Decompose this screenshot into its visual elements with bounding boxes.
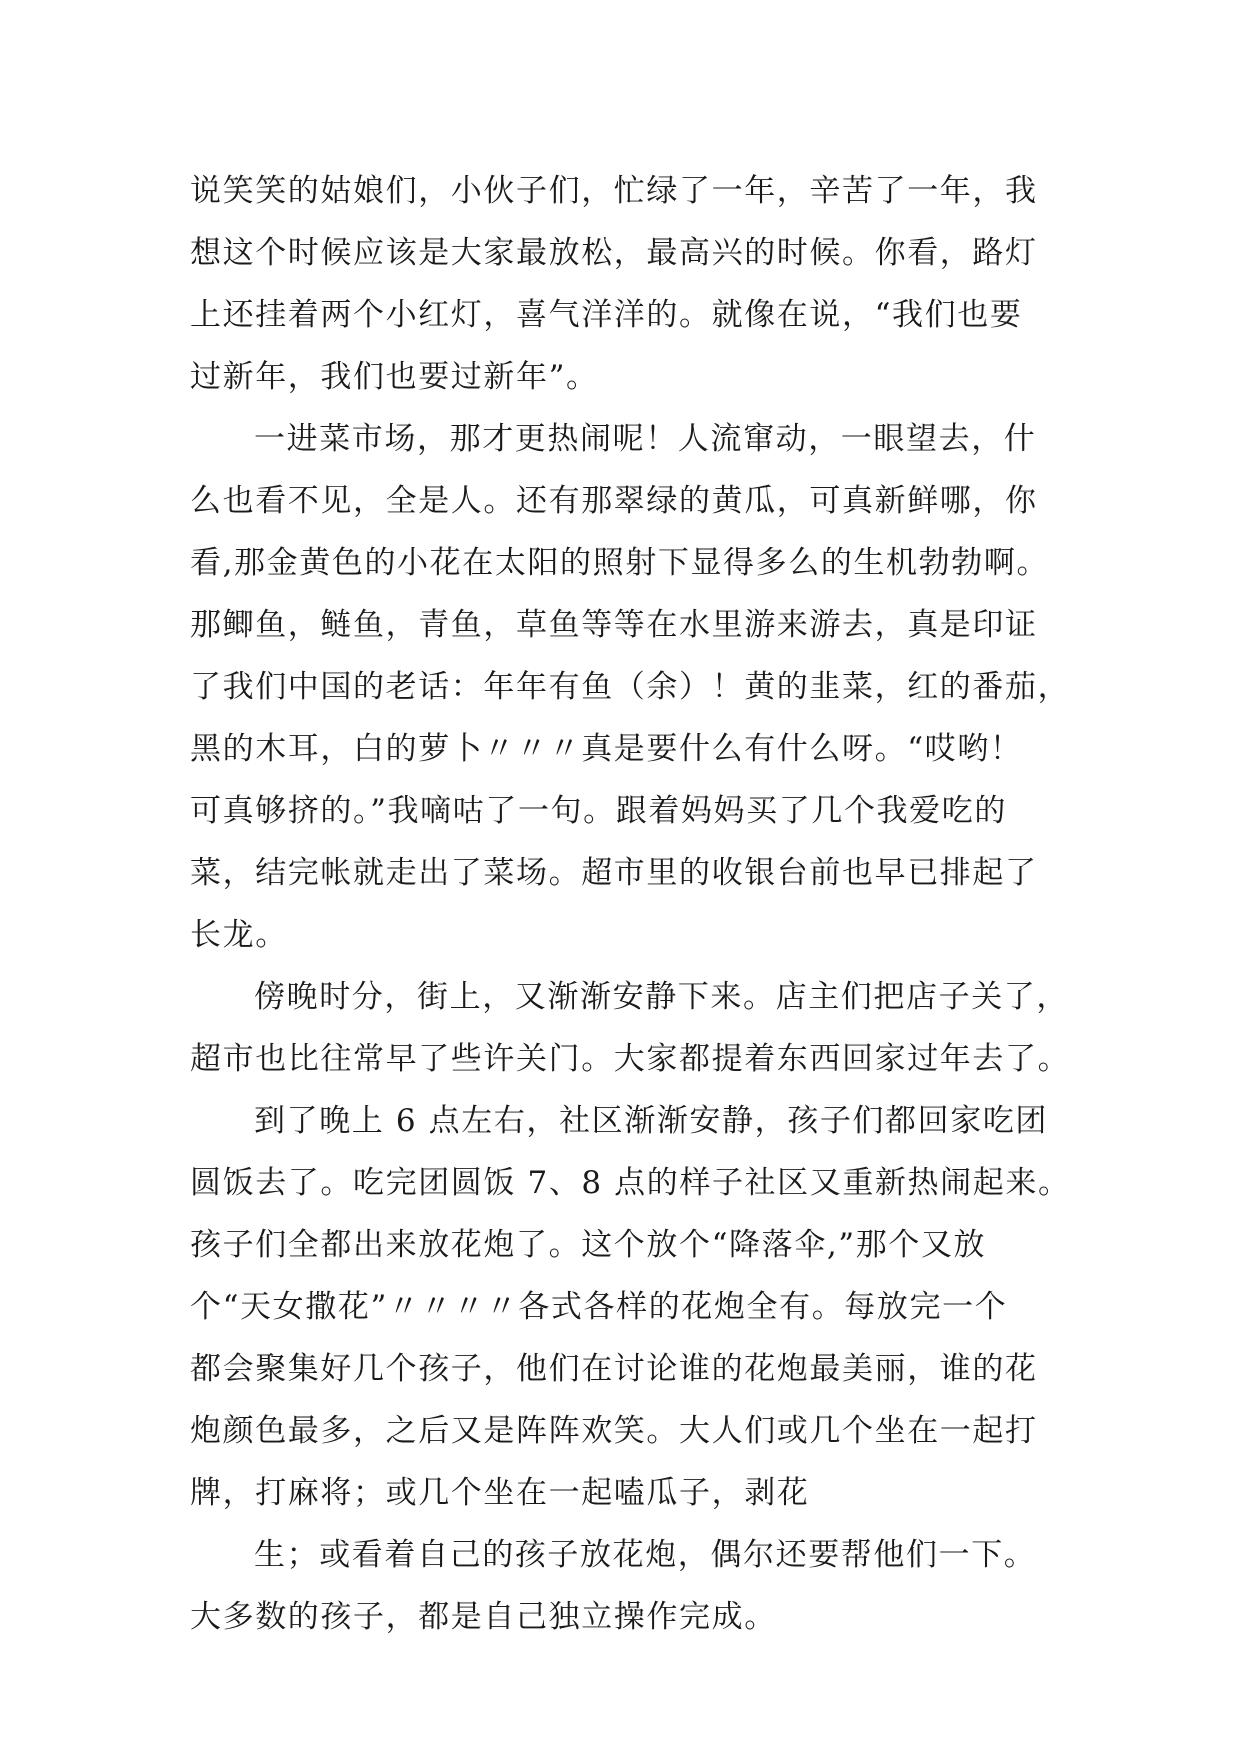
text-line: 了我们中国的老话：年年有鱼（余）！黄的韭菜，红的番茄， bbox=[190, 669, 1071, 705]
body-text bbox=[190, 160, 1071, 1648]
text-line: 黑的木耳，白的萝卜〃〃〃真是要什么有什么呀。“哎哟！ bbox=[190, 731, 1023, 767]
text-line: 傍晚时分，街上，又渐渐安静下来。店主们把店子关了， bbox=[254, 979, 1069, 1015]
text-line: 圆饭去了。吃完团圆饭 7、8 点的样子社区又重新热闹起来。 bbox=[190, 1165, 1071, 1201]
text-line: 长龙。 bbox=[190, 917, 288, 953]
text-line: 过新年，我们也要过新年”。 bbox=[190, 359, 599, 395]
text-line: 到了晚上 6 点左右，社区渐渐安静，孩子们都回家吃团 bbox=[254, 1103, 1049, 1139]
text-line: 想这个时候应该是大家最放松，最高兴的时候。你看，路灯 bbox=[190, 235, 1038, 271]
text-line: 个“天女撒花”〃〃〃〃各式各样的花炮全有。每放完一个 bbox=[190, 1289, 1008, 1325]
text-line: 菜，结完帐就走出了菜场。超市里的收银台前也早已排起了 bbox=[190, 855, 1038, 891]
text-line: 上还挂着两个小红灯，喜气洋洋的。就像在说，“我们也要 bbox=[190, 297, 1023, 333]
text-line: 说笑笑的姑娘们，小伙子们，忙绿了一年，辛苦了一年，我 bbox=[190, 173, 1038, 209]
text-line: 么也看不见，全是人。还有那翠绿的黄瓜，可真新鲜哪，你 bbox=[190, 483, 1038, 519]
text-line: 大多数的孩子，都是自己独立操作完成。 bbox=[190, 1599, 777, 1635]
text-line: 超市也比往常早了些许关门。大家都提着东西回家过年去了。 bbox=[190, 1041, 1071, 1077]
text-line: 牌，打麻将；或几个坐在一起嗑瓜子，剥花 bbox=[190, 1475, 810, 1511]
text-line: 炮颜色最多，之后又是阵阵欢笑。大人们或几个坐在一起打 bbox=[190, 1413, 1038, 1449]
text-line: 那鲫鱼，鲢鱼，青鱼，草鱼等等在水里游来游去，真是印证 bbox=[190, 607, 1038, 643]
text-line: 都会聚集好几个孩子，他们在讨论谁的花炮最美丽，谁的花 bbox=[190, 1351, 1038, 1387]
text-line: 可真够挤的。”我嘀咕了一句。跟着妈妈买了几个我爱吃的 bbox=[190, 793, 1007, 829]
text-line: 孩子们全都出来放花炮了。这个放个“降落伞,”那个又放 bbox=[190, 1227, 987, 1263]
text-line: 生；或看着自己的孩子放花炮，偶尔还要帮他们一下。 bbox=[254, 1537, 1037, 1573]
text-line: 一进菜市场，那才更热闹呢！人流窜动，一眼望去，什 bbox=[254, 421, 1037, 457]
text-line: 看,那金黄色的小花在太阳的照射下显得多么的生机勃勃啊。 bbox=[190, 545, 1050, 581]
